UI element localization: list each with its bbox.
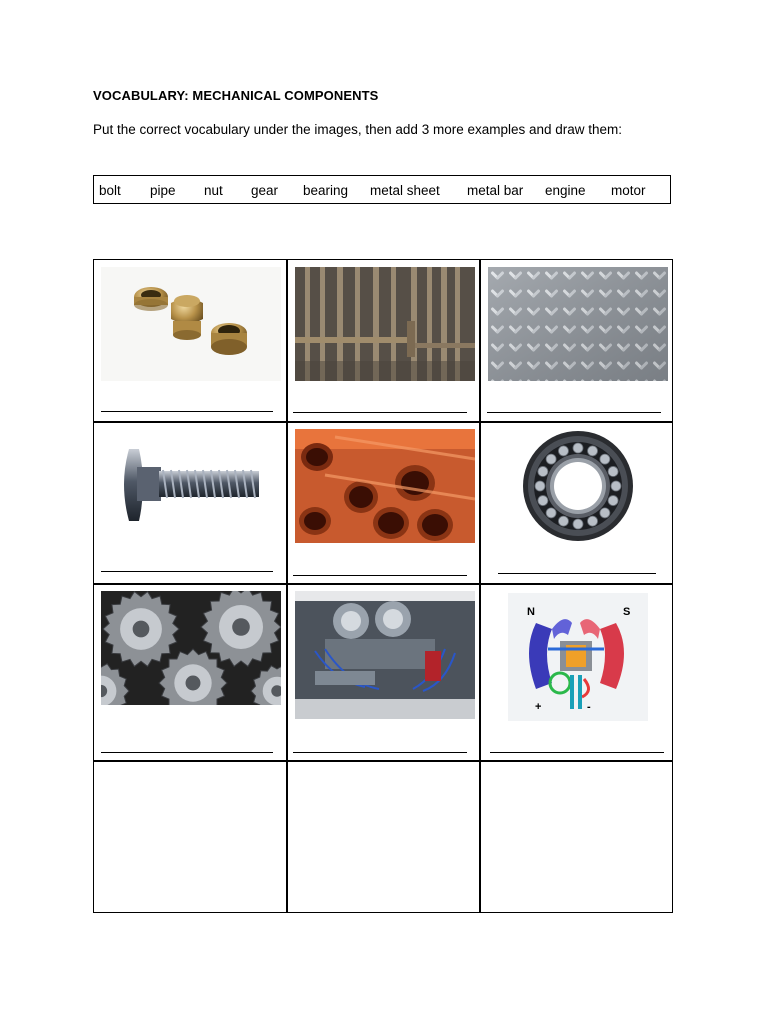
- answer-line[interactable]: [293, 412, 467, 413]
- metal-bar-photo: [295, 267, 475, 381]
- image-grid: [93, 259, 673, 913]
- bolt-photo: [101, 429, 281, 543]
- word-bank-item: gear: [251, 183, 279, 198]
- drawing-cell[interactable]: [96, 762, 284, 910]
- gear-photo: [101, 591, 281, 705]
- engine-photo: [295, 591, 475, 719]
- drawing-cell[interactable]: [289, 762, 477, 910]
- motor-label-south: S: [623, 606, 631, 618]
- word-bank: [93, 175, 671, 204]
- answer-line[interactable]: [101, 411, 273, 412]
- word-bank-item: bolt: [99, 183, 121, 198]
- word-bank-item: motor: [611, 183, 646, 198]
- answer-line[interactable]: [293, 752, 467, 753]
- motor-label-north: N: [527, 606, 535, 618]
- answer-line[interactable]: [487, 412, 661, 413]
- answer-line[interactable]: [490, 752, 664, 753]
- metal-sheet-photo: [488, 267, 668, 381]
- bearing-photo: [488, 429, 668, 543]
- nut-photo: [101, 267, 281, 381]
- answer-line[interactable]: [293, 575, 467, 576]
- motor-label-minus: -: [587, 701, 591, 713]
- drawing-cell[interactable]: [482, 762, 670, 910]
- word-bank-item: pipe: [150, 183, 176, 198]
- word-bank-item: nut: [204, 183, 223, 198]
- worksheet-instruction: Put the correct vocabulary under the images, then add 3 more examples and draw them:: [93, 122, 623, 137]
- grid-divider: [94, 421, 672, 423]
- grid-divider: [286, 260, 288, 912]
- word-bank-item: bearing: [303, 183, 349, 198]
- word-bank-item: metal bar: [467, 183, 524, 198]
- motor-label-plus: +: [535, 701, 542, 713]
- word-bank-item: metal sheet: [370, 183, 440, 198]
- motor-diagram: [508, 593, 648, 721]
- answer-line[interactable]: [498, 573, 656, 574]
- worksheet-title: VOCABULARY: MECHANICAL COMPONENTS: [93, 88, 379, 103]
- grid-divider: [479, 260, 481, 912]
- answer-line[interactable]: [101, 752, 273, 753]
- grid-divider: [94, 583, 672, 585]
- word-bank-item: engine: [545, 183, 586, 198]
- answer-line[interactable]: [101, 571, 273, 572]
- pipe-photo: [295, 429, 475, 543]
